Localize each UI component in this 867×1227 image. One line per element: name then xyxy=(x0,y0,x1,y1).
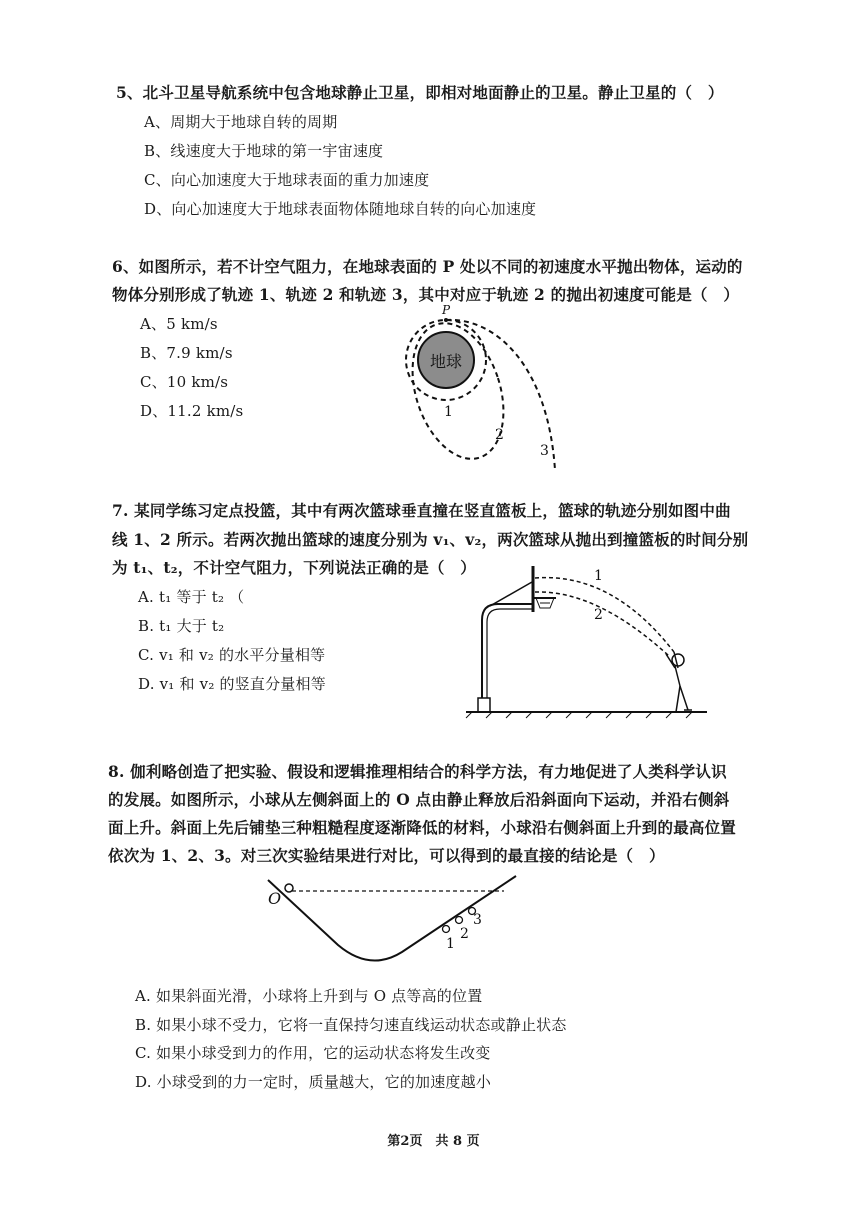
hoop-brace xyxy=(490,582,532,606)
track-label-1: 1 xyxy=(444,404,453,420)
q5-option-d: D、向心加速度大于地球表面物体随地球自转的向心加速度 xyxy=(144,200,537,218)
ball-at-o xyxy=(285,884,293,892)
position-label-1: 1 xyxy=(446,936,455,952)
q6-option-a: A、5 km/s xyxy=(140,315,218,333)
q5-stem: 5、北斗卫星导航系统中包含地球静止卫星，即相对地面静止的卫星。静止卫星的（ ） xyxy=(116,83,724,102)
ball-position-1 xyxy=(443,926,450,933)
position-label-2: 2 xyxy=(460,926,469,942)
point-p-dot xyxy=(444,318,448,322)
point-p-label: P xyxy=(442,303,451,317)
q6-option-c: C、10 km/s xyxy=(140,373,229,391)
q6-stem-line1: 6、如图所示，若不计空气阻力，在地球表面的 P 处以不同的初速度水平抛出物体，运动的 xyxy=(112,257,743,276)
earth-label: 地球 xyxy=(429,352,463,371)
ball-position-2 xyxy=(456,917,463,924)
q8-option-d: D. 小球受到的力一定时，质量越大，它的加速度越小 xyxy=(135,1073,492,1091)
q7-basketball-diagram xyxy=(462,560,712,720)
q7-stem-line3: 为 t₁、t₂，不计空气阻力，下列说法正确的是（ ） xyxy=(112,558,476,577)
hoop-pole xyxy=(482,604,532,698)
q6-stem-line2: 物体分别形成了轨迹 1、轨迹 2 和轨迹 3，其中对应于轨迹 2 的抛出初速度可能是（ ） xyxy=(112,285,740,304)
q8-stem-line4: 依次为 1、2、3。对三次实验结果进行对比，可以得到的最直接的结论是（ ） xyxy=(108,846,665,865)
point-o-label: O xyxy=(268,889,282,908)
q5-option-a: A、周期大于地球自转的周期 xyxy=(144,113,338,131)
q7-option-d: D. v₁ 和 v₂ 的竖直分量相等 xyxy=(138,675,326,693)
track-label-1: 1 xyxy=(594,568,603,584)
q7-option-a: A. t₁ 等于 t₂ （ xyxy=(138,588,245,606)
track-label-2: 2 xyxy=(495,427,504,443)
q7-stem-line1: 7. 某同学练习定点投篮，其中有两次篮球垂直撞在竖直篮板上，篮球的轨迹分别如图中曲 xyxy=(112,501,731,520)
q8-galileo-ramp-diagram xyxy=(260,860,530,975)
q8-option-a: A. 如果斜面光滑，小球将上升到与 O 点等高的位置 xyxy=(135,987,483,1005)
q5-option-b: B、线速度大于地球的第一宇宙速度 xyxy=(144,142,384,160)
q7-stem-line2: 线 1、2 所示。若两次抛出篮球的速度分别为 v₁、v₂，两次篮球从抛出到撞篮板的时间分别 xyxy=(112,530,749,549)
q5-option-c: C、向心加速度大于地球表面的重力加速度 xyxy=(144,171,430,189)
q6-option-d: D、11.2 km/s xyxy=(140,402,244,420)
q6-orbit-diagram xyxy=(370,305,570,475)
player-figure xyxy=(666,652,692,712)
q8-stem-line2: 的发展。如图所示，小球从左侧斜面上的 O 点由静止释放后沿斜面向下运动，并沿右侧斜 xyxy=(108,790,730,809)
q7-option-b: B. t₁ 大于 t₂ xyxy=(138,617,225,635)
q7-option-c: C. v₁ 和 v₂ 的水平分量相等 xyxy=(138,646,326,664)
q6-option-b: B、7.9 km/s xyxy=(140,344,233,362)
q8-stem-line1: 8. 伽利略创造了把实验、假设和逻辑推理相结合的科学方法，有力地促进了人类科学认识 xyxy=(108,762,727,781)
track-label-3: 3 xyxy=(540,443,549,459)
hoop-pole-inner xyxy=(487,609,532,698)
hoop-base xyxy=(478,698,490,712)
position-label-3: 3 xyxy=(473,912,482,928)
q8-stem-line3: 面上升。斜面上先后铺垫三种粗糙程度逐渐降低的材料，小球沿右侧斜面上升到的最高位置 xyxy=(108,818,737,837)
hoop-net xyxy=(536,598,554,608)
trajectory-1 xyxy=(535,578,674,652)
page-number-footer: 第2页 共 8 页 xyxy=(387,1134,480,1149)
track-label-2: 2 xyxy=(594,607,603,623)
q8-option-c: C. 如果小球受到力的作用，它的运动状态将发生改变 xyxy=(135,1044,491,1062)
q8-option-b: B. 如果小球不受力，它将一直保持匀速直线运动状态或静止状态 xyxy=(135,1016,567,1034)
